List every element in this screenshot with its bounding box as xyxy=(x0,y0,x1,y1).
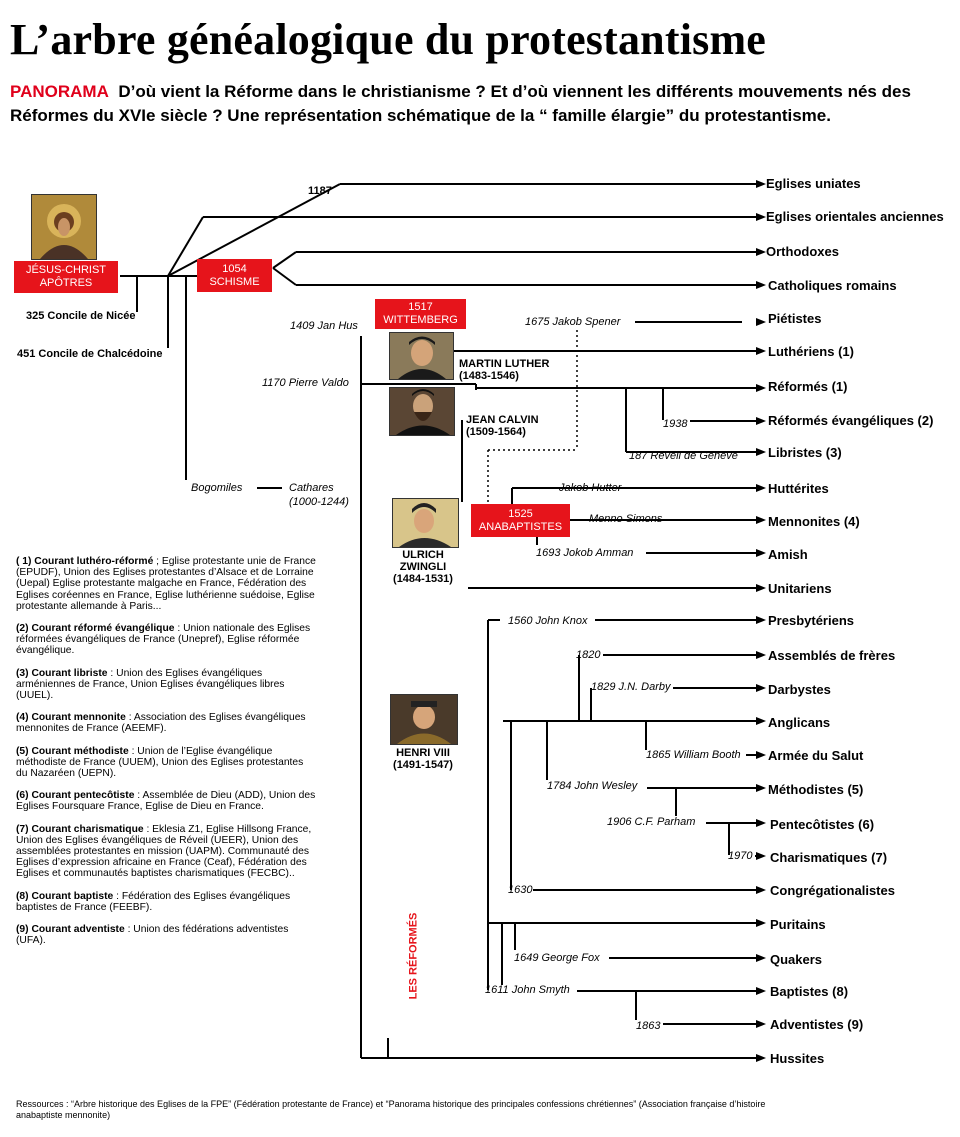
calvin-portrait xyxy=(389,387,455,436)
branch-label: Adventistes (9) xyxy=(770,1017,864,1032)
chalcedoine-label: 451 Concile de Chalcédoine xyxy=(17,348,163,360)
branch-label: Armée du Salut xyxy=(768,748,864,763)
branch-label: Congrégationalistes xyxy=(770,883,895,898)
branch-label: Orthodoxes xyxy=(766,244,839,259)
legend-text: : Union des Eglises évangéliques arméniennes de France, Union Eglises évangéliques libres (UUEL). xyxy=(16,667,285,702)
legend-item xyxy=(16,668,316,702)
date-parham: 1906 C.F. Parham xyxy=(607,816,696,828)
branch-label: Baptistes (8) xyxy=(770,984,849,999)
branch-label: Presbytériens xyxy=(768,613,854,628)
legend-text: : Assemblée de Dieu (ADD), Union des Eglises Foursquare France, Eglise de Dieu en France. xyxy=(16,790,316,813)
sources: Ressources : “Arbre historique des Eglises de la FPE” (Fédération protestante de France) et “Panorama historique des principales confessions chrétiennes” (Association française d’histoire anabaptiste mennonite) xyxy=(16,1099,766,1120)
branch-label: Eglises uniates xyxy=(766,176,861,191)
legend-text: : Association des Eglises évangéliques mennonites de France (AEEMF). xyxy=(16,712,306,735)
legend-item xyxy=(16,712,316,734)
branch-label: Réformés évangéliques (2) xyxy=(768,413,934,428)
date-wesley: 1784 John Wesley xyxy=(547,780,638,792)
calvin-name xyxy=(466,414,539,438)
branch-label: Hussites xyxy=(770,1051,825,1066)
anabaptistes-box xyxy=(471,504,570,537)
jesus-christ-box xyxy=(14,261,118,293)
branch-label: Charismatiques (7) xyxy=(770,850,888,865)
date-hutter: Jakob Hutter xyxy=(559,482,622,494)
branch-label: Huttérites xyxy=(768,481,829,496)
henri-name xyxy=(386,747,460,771)
zwingli-name-1: ULRICH xyxy=(402,549,444,561)
calvin-years: (1509-1564) xyxy=(466,426,526,438)
zwingli-portrait xyxy=(392,498,459,548)
wittemberg-year: 1517 xyxy=(408,301,433,313)
legend-text: ; Eglise protestante unie de France (EPUDF), Union des Eglises protestantes d’Alsace et de Lorraine (Uepal) Eglise protestante malgache en France, Fédération des Eglises coréennes en France, Eglise luthérienne suédoise, Eglise protestante allemande à Paris... xyxy=(16,556,316,612)
date-darby: 1829 J.N. Darby xyxy=(591,681,671,693)
legend-item xyxy=(16,924,316,946)
branch-label: Unitariens xyxy=(768,581,832,596)
wittemberg-box xyxy=(375,299,466,329)
legend-item xyxy=(16,891,316,913)
luther-name-text: MARTIN LUTHER xyxy=(459,358,550,370)
legend-head: (2) Courant réformé évangélique xyxy=(16,623,175,635)
branch-label: Quakers xyxy=(770,952,823,967)
jesus-line-1: JÉSUS-CHRIST xyxy=(25,264,107,276)
schisme-label: SCHISME xyxy=(209,275,260,288)
zwingli-name xyxy=(388,549,458,585)
legend-text: : Union nationale des Eglises réformées évangéliques de France (Unepref), Eglise réformée évangélique. xyxy=(16,623,311,657)
nicee-label: 325 Concile de Nicée xyxy=(26,310,136,322)
branch-label: Puritains xyxy=(770,917,826,932)
branch-label: Darbystes xyxy=(768,682,831,697)
branch-label: Pentecôtistes (6) xyxy=(770,817,875,832)
page-title: L’arbre généalogique du protestantisme xyxy=(10,15,767,64)
les-reformes-label: LES RÉFORMÉS xyxy=(407,912,420,1000)
legend-head: (4) Courant mennonite xyxy=(16,712,126,724)
branch-label: Luthériens (1) xyxy=(768,344,854,359)
branch-label: Assemblés de frères xyxy=(768,648,896,663)
wittemberg-label: WITTEMBERG xyxy=(383,314,458,326)
legend xyxy=(16,556,316,957)
date-bogomiles: Bogomiles xyxy=(191,482,243,494)
jesus-portrait xyxy=(31,194,97,260)
intro-text: D’où vient la Réforme dans le christianisme ? Et d’où viennent les différents mouvements nés des Réformes du XVIe siècle ? Une représentation schématique de la “ famille élargie” du protestantisme. xyxy=(10,82,911,125)
legend-text: : Eklesia Z1, Eglise Hillsong France, Union des Eglises évangéliques de Réveil (UEER), Union des assemblées protestantes en mission (UAPM). Communauté des Eglises d’expression africaine en France (Ceaf), Fédération des Eglises et communautés baptistes charismatiques (FECBC).. xyxy=(16,823,312,880)
year-1187: 1187 xyxy=(308,185,332,197)
date-1970: 1970 xyxy=(728,850,753,862)
date-geneve: 187 Réveil de Genève xyxy=(629,450,738,462)
branch-label: Eglises orientales anciennes xyxy=(766,209,944,224)
calvin-name-text: JEAN CALVIN xyxy=(466,414,539,426)
anabaptistes-year: 1525 xyxy=(508,507,533,520)
date-fox: 1649 George Fox xyxy=(514,952,600,964)
legend-head: (3) Courant libriste xyxy=(16,667,108,679)
henri-years: (1491-1547) xyxy=(393,759,453,771)
legend-item xyxy=(16,556,316,612)
legend-text: : Fédération des Eglises évangéliques baptistes de France (FEEBF). xyxy=(16,890,291,913)
henri-portrait xyxy=(390,694,458,745)
legend-head: (5) Courant méthodiste xyxy=(16,745,129,757)
intro-tag: PANORAMA xyxy=(10,82,109,101)
legend-head: (9) Courant adventiste xyxy=(16,924,125,936)
date-1630: 1630 xyxy=(508,884,533,896)
branch-label: Libristes (3) xyxy=(768,445,842,460)
branch-label: Mennonites (4) xyxy=(768,514,860,529)
date-booth: 1865 William Booth xyxy=(646,749,741,761)
date-knox: 1560 John Knox xyxy=(508,615,588,627)
legend-item xyxy=(16,790,316,812)
branch-label: Réformés (1) xyxy=(768,379,848,394)
jesus-line-2: APÔTRES xyxy=(39,277,93,289)
legend-head: (8) Courant baptiste xyxy=(16,890,114,902)
luther-years: (1483-1546) xyxy=(459,370,519,382)
luther-portrait xyxy=(389,332,454,380)
legend-head: (6) Courant pentecôtiste xyxy=(16,790,135,802)
branch-label: Anglicans xyxy=(768,715,831,730)
date-1938: 1938 xyxy=(663,418,688,430)
schisme-year: 1054 xyxy=(222,262,247,275)
date-valdo: 1170 Pierre Valdo xyxy=(262,377,349,389)
date-cathares-years: (1000-1244) xyxy=(289,496,349,508)
luther-name xyxy=(459,358,549,382)
date-1863: 1863 xyxy=(636,1020,661,1032)
date-hus: 1409 Jan Hus xyxy=(290,320,358,332)
branch-label: Piétistes xyxy=(768,311,822,326)
date-cathares: Cathares xyxy=(289,482,334,494)
zwingli-name-2: ZWINGLI xyxy=(399,561,447,573)
legend-item xyxy=(16,824,316,880)
date-smyth: 1611 John Smyth xyxy=(485,984,570,996)
branch-label: Méthodistes (5) xyxy=(768,782,864,797)
henri-name-text: HENRI VIII xyxy=(396,747,450,759)
legend-head: ( 1) Courant luthéro-réformé xyxy=(16,556,154,567)
date-amman: 1693 Jokob Amman xyxy=(536,547,634,559)
zwingli-years: (1484-1531) xyxy=(393,573,453,585)
date-1820: 1820 xyxy=(576,649,601,661)
legend-head: (7) Courant charismatique xyxy=(16,823,144,835)
date-menno: Menno Simons xyxy=(589,513,663,525)
schisme-box xyxy=(197,259,272,292)
legend-item xyxy=(16,746,316,780)
legend-text: : Union des fédérations adventistes (UFA). xyxy=(16,924,289,947)
legend-text: : Union de l’Eglise évangélique méthodiste de France (UUEM), Union des Eglises protestantes du Nazaréen (UEPN). xyxy=(16,745,304,780)
date-spener: 1675 Jakob Spener xyxy=(525,316,621,328)
branch-label: Amish xyxy=(768,547,808,562)
legend-item xyxy=(16,623,316,657)
branch-label: Catholiques romains xyxy=(768,278,897,293)
anabaptistes-label: ANABAPTISTES xyxy=(478,520,563,533)
